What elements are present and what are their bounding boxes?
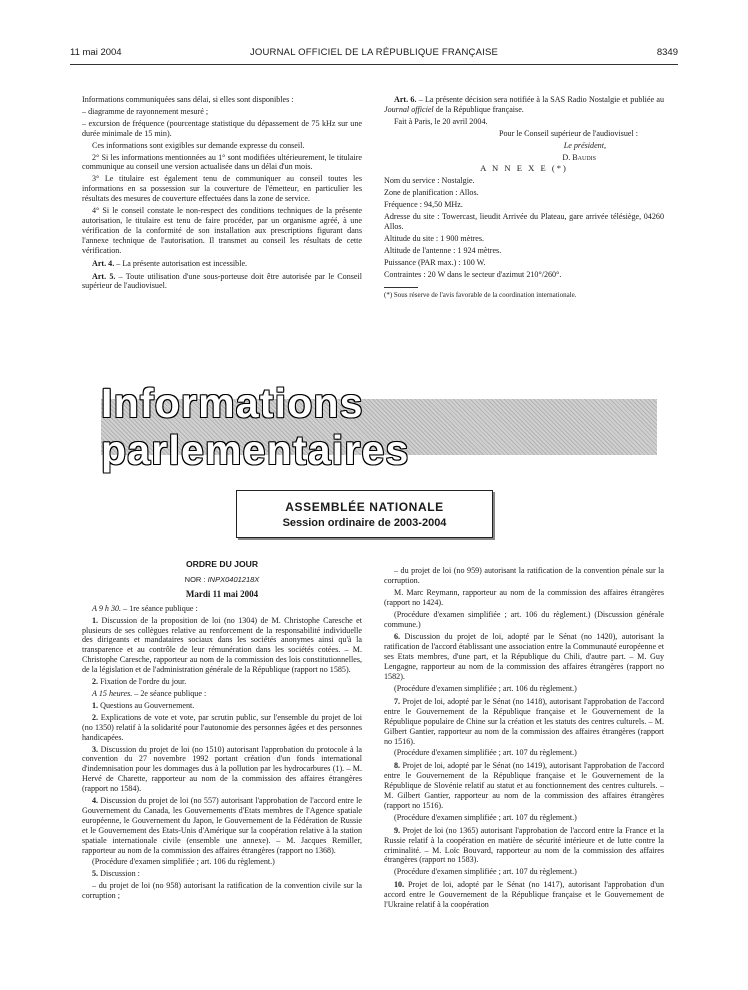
item-text: Projet de loi, adopté par le Sénat (no 1419), autorisant l'approbation de l'accord entre le Gouvernement de la République française et le Gouvernement de la République de Slovénie relatif au statut et au fonctionnement des centres culturels. – M. Gilbert Gantier, rapporteur au nom de la commission des affaires étrangères (rapport no 1516). [384,761,664,810]
article-label: Art. 4. [92,258,115,268]
paragraph: Ces informations sont exigibles sur demande expresse du conseil. [92,140,305,150]
agenda-item [384,632,664,682]
item-number: 5. [92,869,99,879]
agenda-item [384,880,664,910]
article-text: – La présente autorisation est incessible. [114,258,248,268]
item-number: 7. [394,696,401,706]
section-banner [101,380,657,473]
item-text: Projet de loi, adopté par le Sénat (no 1418), autorisant l'approbation de l'accord entre le Gouvernement de la République française et le Gouvernement de la République populaire de Chine sur la création et les statuts des centres culturels. – M. Gilbert Gantier, rapporteur au nom de la commission des affaires étrangères (rapport no 1516). [384,696,664,746]
annex-line: Altitude de l'antenne : 1 924 mètres. [384,245,502,255]
session-time: A 9 h 30. [92,603,122,613]
article-text: de la République française. [433,104,524,114]
item-number: 6. [394,632,401,642]
agenda-subitem: – du projet de loi (no 959) autorisant la ratification de la convention pénale sur la corruption. [384,566,664,585]
item-text: Discussion du projet de loi (no 1510) autorisant l'approbation du protocole à la convention du 27 novembre 1992 portant création d'un fonds international d'indemnisation pour les dommages dus à la pollution par les hydrocarbures (1). – M. Hervé de Charette, rapporteur au nom de la commission des affaires étrangères (rapport no 1584). [82,744,362,794]
item-text: Discussion de la proposition de loi (no 1304) de M. Christophe Caresche et plusieurs de ses collègues relative au renforcement de la responsabilité individuelle des dirigeants et mandataires sociaux dans les sociétés anonymes ainsi qu'à la transparence et au contrôle de leur rémunération dans les sociétés cotées. – M. Christophe Caresche, rapporteur au nom de la commission des lois constitutionnelles, de la législation et de l'administration générale de la République (rapport no 1585). [82,615,362,675]
footnote: (*) Sous réserve de l'avis favorable de la coordination internationale. [384,290,577,299]
annex-line: Altitude du site : 1 900 mètres. [384,233,485,243]
procedure-note: (Procédure d'examen simplifiée ; art. 106 du règlement.) [92,857,275,867]
page-header [70,47,678,61]
article-6 [384,95,664,115]
item-number: 2. [92,712,99,722]
upper-right-column [384,95,664,301]
item-text: Fixation de l'ordre du jour. [98,677,187,687]
item-text: Questions au Gouvernement. [98,700,195,710]
procedure-note: (Procédure d'examen simplifiée ; art. 107 du règlement.) [394,812,577,822]
item-number: 2. [92,677,99,687]
item-number: 9. [394,825,401,835]
signature-line: Pour le Conseil supérieur de l'audiovisuel : [498,128,638,138]
session-line [82,604,362,614]
item-text: Discussion du projet de loi, adopté par le Sénat (no 1420), autorisant la ratification de l'accord établissant une association entre la Communauté européenne et ses Etats membres, d'une part, et la République du Chili, d'autre part. – M. Guy Lengagne, rapporteur au nom de la commission des affaires étrangères (rapport no 1582). [384,632,664,682]
item-text: Discussion du projet de loi (no 557) autorisant l'approbation de l'accord entre le Gouvernement du Canada, les Gouvernements d'Etats membres de l'Agence spatiale européenne, le Gouvernement du Japon, le Gouvernement de la Fédération de Russie et le Gouvernement des Etats-Unis d'Amérique sur la coopération relative à la station spatiale internationale civile (ensemble une annexe). – M. Jacques Remiller, rapporteur au nom de la commission des affaires étrangères (rapport no 1368). [82,796,362,855]
day-heading: Mardi 11 mai 2004 [185,588,259,599]
agenda-item [82,796,362,855]
session-name: Session ordinaire de 2003-2004 [282,517,447,529]
signature-name: D. Baudis [562,152,596,162]
article-text: – Toute utilisation d'une sous-porteuse doit être autorisée par le Conseil supérieur de l'audiovisuel. [82,271,363,291]
paragraph: 3° Le titulaire est également tenu de communiquer au conseil toutes les informations en sa possession sur la couverture de l'émetteur, en particulier les résultats des mesures de couverture effectuées dans la zone de service. [82,174,362,204]
annex-line: Adresse du site : Towercast, lieudit Arrivée du Plateau, gare arrivée télésiège, 04260 Allos. [384,212,664,231]
paragraph: Informations communiquées sans délai, si elles sont disponibles : [82,95,294,104]
ordre-du-jour-heading: ORDRE DU JOUR [185,559,259,569]
annex-line: Contraintes : 20 W dans le secteur d'azimut 210°/260°. [384,269,562,279]
upper-left-column [82,95,362,293]
signature-role [384,141,664,151]
agenda-item [82,869,362,879]
item-number: 1. [92,615,99,625]
session-label: – 1re séance publique : [121,603,198,613]
agenda-item [82,745,362,795]
article-text: – La présente décision sera notifiée à la SAS Radio Nostalgie et publiée au [416,95,664,104]
nor-label: NOR : [184,574,208,584]
paragraph: – diagramme de rayonnement mesuré ; [82,106,209,116]
item-number: 1. [92,700,99,710]
paragraph: – excursion de fréquence (pourcentage statistique du dépassement de 75 kHz sur une durée minimale de 15 min). [82,118,362,138]
nor-code: INPX0401218X [207,574,260,584]
item-number: 10. [394,880,405,890]
banner-title: Informations parlementaires [101,380,410,473]
procedure-note: (Procédure d'examen simplifiée ; art. 106 du règlement.) (Discussion générale commune.) [384,609,664,629]
article-4 [82,259,362,269]
agenda-item [384,761,664,811]
assembly-name: ASSEMBLÉE NATIONALE [285,500,444,514]
agenda-item [384,697,664,747]
lower-right-column [384,566,664,912]
agenda-subitem: – du projet de loi (no 958) autorisant la ratification de la convention civile sur la corruption ; [82,881,362,901]
item-text: Projet de loi (no 1365) autorisant l'approbation de l'accord entre la France et la Russie relatif à la coopération en matière de sécurité intérieure et de lutte contre la criminalité. – M. Loïc Bouvard, rapporteur au nom de la commission des affaires étrangères (rapport no 1583). [384,825,664,865]
item-text: Projet de loi, adopté par le Sénat (no 1417), autorisant l'approbation d'un accord entre le Gouvernement de la République française et le Gouvernement de l'Ukraine relatif à la coopération [384,880,664,910]
annex-line: Nom du service : Nostalgie. [384,176,475,186]
agenda-item [82,713,362,743]
item-number: 3. [92,744,99,754]
nor-line [82,575,362,585]
paragraph: 2° Si les informations mentionnées au 1° sont modifiées ultérieurement, le titulaire communique au conseil une version actualisée dans un délai d'un mois. [82,152,362,172]
agenda-item [384,826,664,866]
session-time: A 15 heures. [92,688,133,698]
header-rule [70,64,678,65]
signature-role-text: Le président, [563,140,606,150]
item-number: 4. [92,796,99,806]
agenda-item [82,616,362,675]
session-label: – 2e séance publique : [132,688,207,698]
procedure-note: (Procédure d'examen simplifiée ; art. 107 du règlement.) [394,748,577,758]
article-5 [82,272,362,292]
annex-title: A N N E X E (*) [480,163,568,174]
procedure-note: (Procédure d'examen simplifiée ; art. 107 du règlement.) [394,867,577,877]
assembly-box [236,490,493,538]
procedure-note: (Procédure d'examen simplifiée ; art. 106 du règlement.) [394,683,577,693]
article-italic-text: Journal officiel [384,104,434,114]
paragraph: 4° Si le conseil constate le non-respect des conditions techniques de la présente autorisation, le titulaire est tenu de faire procéder, par un organisme agréé, à une vérification de la conformité de son installation aux prescriptions figurant dans l'annexe technique de l'autorisation. Il transmet au conseil les résultats de cette vérification. [82,206,362,255]
journal-title: JOURNAL OFFICIEL DE LA RÉPUBLIQUE FRANÇAISE [249,47,499,58]
lower-left-column [82,560,362,903]
rapporteur-line: M. Marc Reymann, rapporteur au nom de la commission des affaires étrangères (rapport no 1424). [384,587,664,607]
item-text: Discussion : [98,869,140,879]
annex-line: Fréquence : 94,50 MHz. [384,200,463,210]
agenda-item [82,677,362,687]
header-date: 11 mai 2004 [70,47,122,58]
annex-line: Zone de planification : Allos. [384,188,479,198]
footnote-rule [384,287,418,288]
page-number: 8349 [656,47,678,58]
session-line [82,689,362,699]
item-text: Explications de vote et vote, par scrutin public, sur l'ensemble du projet de loi (no 1350) relatif à la solidarité pour l'autonomie des personnes âgées et des personnes handicapées. [82,712,362,742]
agenda-item [82,701,362,711]
fait-a-paris: Fait à Paris, le 20 avril 2004. [394,116,488,126]
item-number: 8. [394,761,401,771]
article-label: Art. 5. [92,271,116,281]
article-label: Art. 6. [394,95,417,104]
annex-line: Puissance (PAR max.) : 100 W. [384,257,486,267]
